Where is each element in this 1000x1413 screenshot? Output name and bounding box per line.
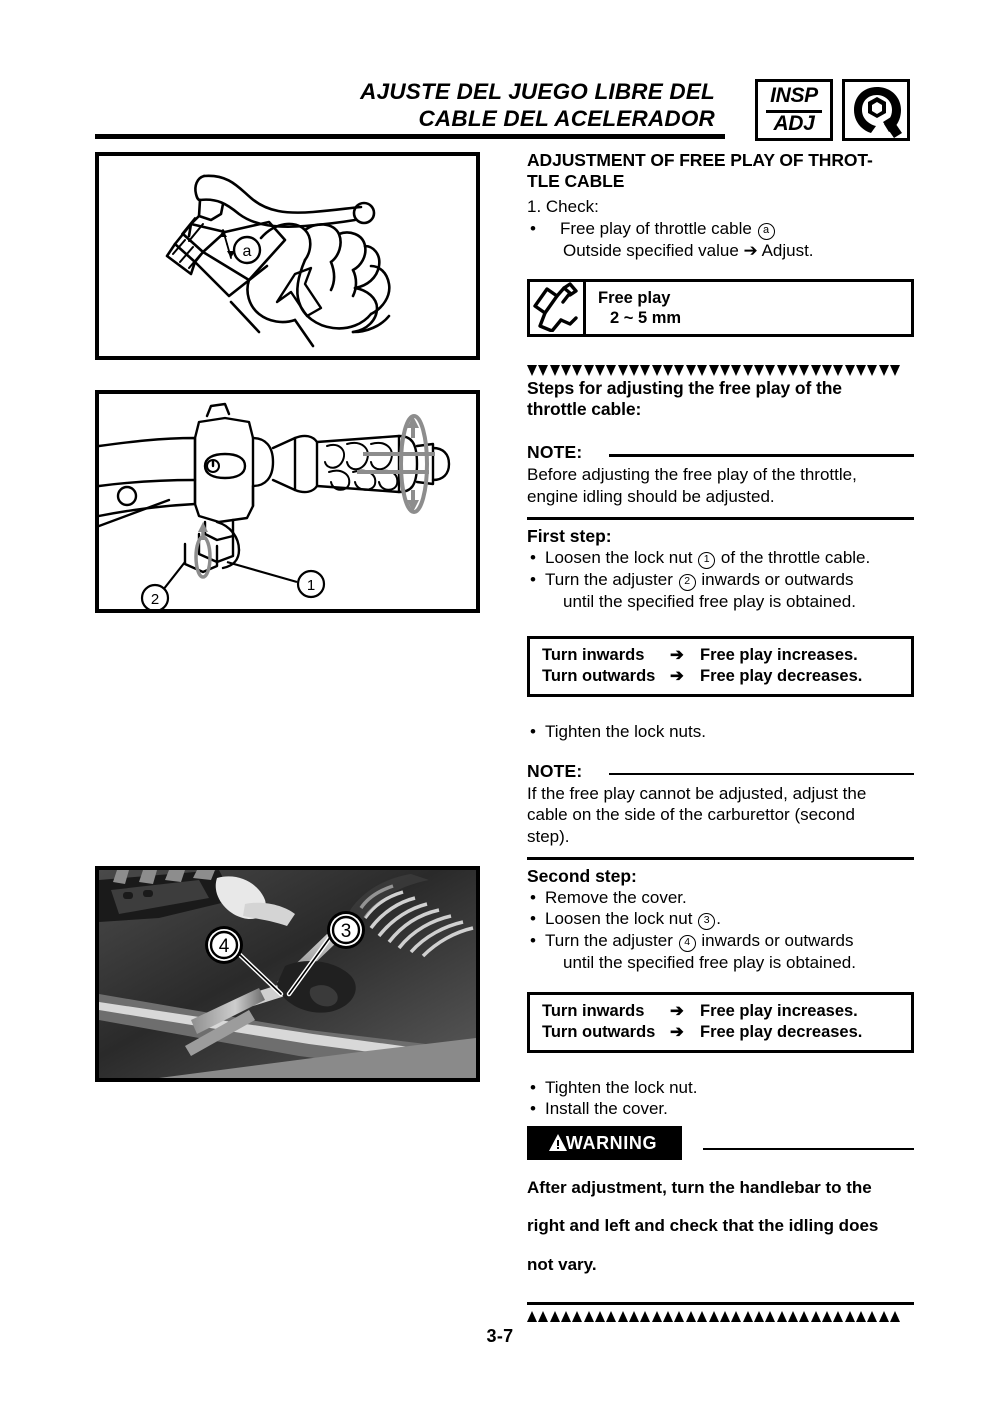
install-cover-bullet: [527, 1098, 914, 1120]
triangle-marker-icon: [629, 1311, 639, 1322]
step-1-subline: [527, 240, 914, 262]
section-heading-line-1: ADJUSTMENT OF FREE PLAY OF THROT-: [527, 150, 873, 170]
note-1-label: NOTE:: [527, 442, 583, 462]
svg-text:2: 2: [150, 591, 160, 608]
steps-heading: [527, 378, 914, 420]
figure-carburettor-adjuster-photo: [95, 866, 480, 1082]
note-2-line-3: step).: [527, 826, 570, 846]
second-step-bullet-1-text: Remove the cover.: [545, 887, 687, 907]
step-1-label: 1. Check:: [527, 197, 599, 216]
bullet-dot-icon: •: [530, 931, 536, 950]
bullet-dot-icon: •: [530, 1077, 536, 1097]
arrow-icon: ➔: [670, 1022, 684, 1041]
triangle-marker-icon: [754, 1311, 764, 1322]
note-2-rule: [609, 773, 914, 776]
triangle-marker-icon: [788, 1311, 798, 1322]
wrench-nut-icon-box: [842, 79, 910, 141]
triangle-marker-icon: [867, 1311, 877, 1322]
triangle-marker-icon: [697, 1311, 707, 1322]
note-2-line-2: cable on the side of the carburettor (second: [527, 805, 855, 824]
section-heading: [527, 150, 914, 192]
triangle-marker-icon: [561, 365, 571, 376]
triangle-marker-icon: [799, 365, 809, 376]
instruction-column: [527, 150, 914, 1324]
tighten-lock-nut-text: Tighten the lock nut.: [545, 1077, 698, 1097]
triangle-marker-icon: [674, 365, 684, 376]
adj-label: ADJ: [773, 112, 815, 135]
first-step-bullet-1-pre: Loosen the lock nut: [545, 547, 693, 567]
insp-label: INSP: [770, 84, 818, 107]
second-step-bullet-3-line-2: until the specified free play is obtained.: [563, 953, 856, 972]
free-play-label: Free play: [598, 289, 671, 307]
triangle-marker-icon: [618, 1311, 628, 1322]
warning-line-2: right and left and check that the idling does: [527, 1216, 879, 1235]
warning-rule: [703, 1148, 914, 1151]
turn-direction-box-2: [527, 992, 914, 1053]
note-2-heading: [527, 761, 914, 783]
triangle-marker-icon: [799, 1311, 809, 1322]
triangle-marker-icon: [833, 1311, 843, 1322]
header-rule: [95, 134, 725, 139]
arrow-icon: ➔: [670, 1001, 684, 1020]
triangle-marker-icon: [731, 365, 741, 376]
triangle-marker-icon: [879, 365, 889, 376]
svg-text:3: 3: [340, 921, 352, 942]
callout-2-inline: 2: [679, 574, 696, 591]
callout-1-inline: 1: [698, 552, 715, 569]
triangle-marker-icon: [652, 365, 662, 376]
bullet-dot-icon: •: [530, 722, 536, 741]
turn-box-2-row-2: [542, 1022, 911, 1043]
triangle-marker-icon: [777, 1311, 787, 1322]
svg-text:1: 1: [306, 577, 316, 594]
turn-box-1-row-1-result: Free play increases.: [700, 646, 858, 664]
triangle-marker-icon: [743, 1311, 753, 1322]
triangle-marker-icon: [527, 365, 537, 376]
spec-wrench-icon-cell: [530, 282, 586, 334]
turn-box-2-row-1: [542, 1001, 911, 1022]
warning-triangle-dot: [557, 1147, 559, 1149]
note-2-line-1: If the free play cannot be adjusted, adjust the: [527, 783, 867, 803]
page-title-line-2: CABLE DEL ACELERADOR: [418, 106, 715, 131]
first-step-bullet-1: [527, 547, 914, 569]
triangle-marker-icon: [640, 365, 650, 376]
figure-handlebar-adjuster-drawing: [99, 394, 476, 609]
triangle-marker-icon: [890, 365, 900, 376]
triangle-marker-icon: [572, 1311, 582, 1322]
arrow-icon: ➔: [670, 667, 684, 685]
triangle-marker-icon: [879, 1311, 889, 1322]
step-1-bullet: [527, 218, 914, 240]
triangle-marker-icon: [595, 1311, 605, 1322]
triangle-marker-icon: [833, 365, 843, 376]
first-step-bullet-2-pre: Turn the adjuster: [545, 569, 673, 589]
figure-throttle-free-play: [95, 152, 480, 360]
steps-top-triangle-rule: [527, 365, 914, 378]
page-header: [0, 0, 1000, 145]
triangle-marker-icon: [550, 365, 560, 376]
callout-a: [234, 237, 260, 263]
bullet-dot-icon: •: [530, 909, 536, 928]
turn-box-1-row-2: [542, 666, 911, 687]
triangle-marker-icon: [606, 1311, 616, 1322]
warning-line-1: After adjustment, turn the handlebar to the: [527, 1177, 872, 1197]
free-play-spec-box: [527, 279, 914, 337]
warning-triangle-bar: [557, 1140, 559, 1146]
triangle-marker-icon: [584, 1311, 594, 1322]
callout-3: [327, 911, 365, 949]
triangle-marker-icon: [595, 365, 605, 376]
turn-box-2-row-2-action: Turn outwards: [542, 1022, 656, 1041]
svg-text:a: a: [242, 243, 252, 260]
callout-4-inline: 4: [679, 935, 696, 952]
triangle-marker-icon: [697, 365, 707, 376]
figure-throttle-free-play-drawing: [99, 156, 476, 356]
step-1-subline-text: Outside specified value: [563, 240, 739, 260]
first-step-bullet-1-post: of the throttle cable.: [720, 547, 871, 567]
bullet-dot-icon: •: [530, 547, 536, 567]
triangle-marker-icon: [890, 1311, 900, 1322]
triangle-marker-icon: [629, 365, 639, 376]
triangle-marker-icon: [731, 1311, 741, 1322]
page-footer: [0, 1326, 1000, 1347]
steps-heading-line-2: throttle cable:: [527, 399, 642, 419]
second-step-bullet-3-pre: Turn the adjuster: [545, 931, 673, 950]
triangle-marker-icon: [686, 365, 696, 376]
triangle-marker-icon: [572, 365, 582, 376]
triangle-marker-icon: [538, 365, 548, 376]
second-step-bullet-2: [527, 908, 914, 930]
triangle-marker-icon: [663, 365, 673, 376]
triangle-marker-icon: [663, 1311, 673, 1322]
bullet-dot-icon: •: [530, 218, 536, 238]
triangle-marker-icon: [811, 1311, 821, 1322]
section-heading-line-2: TLE CABLE: [527, 171, 625, 191]
callout-2: [142, 585, 168, 609]
tighten-lock-nuts-text: Tighten the lock nuts.: [545, 722, 706, 741]
warning-line-3: not vary.: [527, 1254, 597, 1274]
bullet-dot-icon: •: [530, 569, 536, 589]
triangle-marker-icon: [788, 365, 798, 376]
triangle-marker-icon: [686, 1311, 696, 1322]
note-1-rule: [609, 454, 914, 457]
second-step-bullet-2-pre: Loosen the lock nut: [545, 909, 693, 928]
free-play-spec-text: [598, 288, 681, 328]
triangle-marker-icon: [606, 365, 616, 376]
triangle-marker-icon: [720, 365, 730, 376]
triangle-marker-icon: [811, 365, 821, 376]
first-step-bullet-2: [527, 569, 914, 591]
steps-bottom-triangle-rule: [527, 1311, 914, 1324]
figure-handlebar-adjuster: [95, 390, 480, 613]
turn-direction-box-1: [527, 636, 914, 697]
step-1-bullet-text: Free play of throttle cable: [560, 218, 752, 238]
warning-label: WARNING: [565, 1132, 658, 1153]
bullet-dot-icon: •: [530, 1099, 536, 1118]
turn-box-2-row-1-result: Free play increases.: [700, 1001, 858, 1020]
triangle-marker-icon: [709, 1311, 719, 1322]
triangle-marker-icon: [709, 365, 719, 376]
note-1-line-2: engine idling should be adjusted.: [527, 486, 775, 506]
warning-heading: [527, 1126, 914, 1160]
turn-box-2-row-1-action: Turn inwards: [542, 1001, 645, 1020]
svg-text:4: 4: [218, 936, 230, 957]
triangle-marker-icon: [845, 365, 855, 376]
triangle-marker-icon: [720, 1311, 730, 1322]
triangle-marker-icon: [674, 1311, 684, 1322]
triangle-marker-icon: [754, 365, 764, 376]
note-1-heading: [527, 442, 914, 464]
triangle-marker-icon: [618, 365, 628, 376]
triangle-marker-icon: [777, 365, 787, 376]
second-step-bullet-3-post: inwards or outwards: [701, 931, 854, 950]
turn-box-1-row-1-action: Turn inwards: [542, 646, 645, 664]
page-number: 3-7: [486, 1326, 514, 1346]
triangle-marker-icon: [584, 365, 594, 376]
tighten-lock-nut-bullet: [527, 1077, 914, 1099]
tighten-lock-nuts-bullet: [527, 721, 914, 743]
page-title-line-1: AJUSTE DEL JUEGO LIBRE DEL: [360, 79, 715, 104]
triangle-marker-icon: [527, 1311, 537, 1322]
figure-carburettor-adjuster-photo-image: [99, 870, 476, 1078]
triangle-marker-icon: [640, 1311, 650, 1322]
triangle-marker-icon: [652, 1311, 662, 1322]
triangle-marker-icon: [743, 365, 753, 376]
second-step-bullet-3: [527, 930, 914, 952]
steps-heading-line-1: Steps for adjusting the free play of the: [527, 378, 842, 398]
triangle-marker-icon: [561, 1311, 571, 1322]
turn-box-1-row-2-action: Turn outwards: [542, 667, 656, 685]
triangle-marker-icon: [856, 1311, 866, 1322]
wrench-nut-icon: [849, 83, 905, 139]
triangle-marker-icon: [538, 1311, 548, 1322]
warning-badge: [527, 1126, 682, 1160]
turn-box-1-row-1: [542, 645, 911, 666]
triangle-marker-icon: [867, 365, 877, 376]
first-step-label: First step:: [527, 525, 612, 546]
first-step-bullet-2-line-2: until the specified free play is obtained.: [563, 591, 856, 611]
insp-adj-badge: [755, 79, 833, 141]
second-step-label: Second step:: [527, 865, 637, 886]
callout-a-inline: a: [758, 223, 775, 240]
callout-1: [298, 571, 324, 597]
callout-3-inline: 3: [698, 913, 715, 930]
triangle-marker-icon: [822, 1311, 832, 1322]
note-1-line-1: Before adjusting the free play of the throttle,: [527, 465, 857, 484]
triangle-marker-icon: [856, 365, 866, 376]
bullet-dot-icon: •: [530, 887, 536, 907]
turn-box-1-row-2-result: Free play decreases.: [700, 667, 863, 685]
triangle-marker-icon: [765, 1311, 775, 1322]
triangle-marker-icon: [845, 1311, 855, 1322]
install-cover-text: Install the cover.: [545, 1099, 668, 1118]
first-step-bullet-2-post: inwards or outwards: [701, 569, 854, 589]
triangle-marker-icon: [550, 1311, 560, 1322]
second-step-bullet-2-post: .: [716, 909, 721, 928]
triangle-marker-icon: [822, 365, 832, 376]
note-2-label: NOTE:: [527, 760, 583, 781]
spec-wrench-icon: [530, 282, 582, 332]
step-1-subline-end: Adjust.: [761, 240, 814, 260]
free-play-value: 2 ~ 5 mm: [610, 309, 682, 327]
arrow-icon: ➔: [743, 240, 758, 260]
arrow-icon: ➔: [670, 646, 684, 664]
triangle-marker-icon: [765, 365, 775, 376]
turn-box-2-row-2-result: Free play decreases.: [700, 1022, 863, 1041]
callout-4: [205, 926, 243, 964]
page-title: [295, 78, 715, 132]
second-step-bullet-1: [527, 887, 914, 909]
